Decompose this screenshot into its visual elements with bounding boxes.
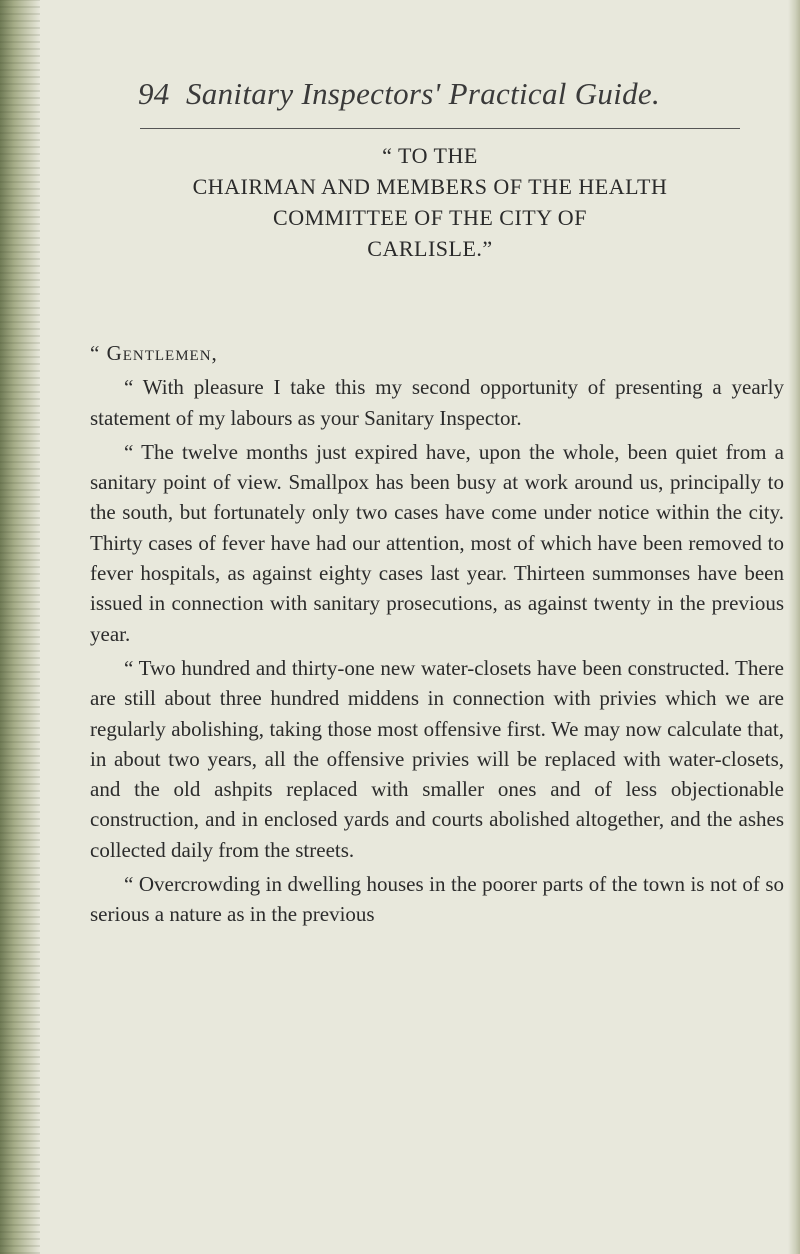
paragraph-4: “ Overcrowding in dwelling houses in the poorer parts of the town is not of so serious a nature as in the previous (90, 872, 784, 927)
letter-address (90, 140, 770, 264)
page-number: 94 (138, 76, 170, 111)
letter-body (90, 338, 784, 934)
book-spine-shadow (0, 0, 40, 1254)
book-page (40, 0, 788, 1254)
paragraph-3: “ Two hundred and thirty-one new water-closets have been constructed. There are still about three hundred middens in connection with privies which we are regularly abolishing, taking those most offensive first. We may now calculate that, in about two years, all the offensive privies will be replaced with water-closets, and the old ashpits replaced with smaller ones and of less objectionable construction, and in enclosed yards and courts abolished altogether, and the ashes collected daily from the streets. (90, 655, 784, 862)
address-line-3: COMMITTEE OF THE CITY OF (273, 205, 587, 230)
address-line-2: CHAIRMAN AND MEMBERS OF THE HEALTH (192, 174, 668, 199)
address-line-4: CARLISLE.” (367, 236, 493, 261)
paragraph-2: “ The twelve months just expired have, upon the whole, been quiet from a sanitary point of view. Smallpox has been busy at work around us, principally to the south, but fortunately only two cases have come under notice within the city. Thirty cases of fever have had our attention, most of which have been removed to fever hospitals, as against eighty cases last year. Thirteen summonses have been issued in connection with sanitary prosecutions, as against twenty in the previous year. (90, 439, 784, 646)
page-edge-shadow (788, 0, 800, 1254)
header-rule (140, 128, 740, 129)
salutation: “ Gentlemen, (90, 341, 218, 365)
address-line-1: “ TO THE (382, 143, 478, 168)
running-title: Sanitary Inspectors' Practical Guide. (186, 76, 661, 111)
running-head (138, 76, 718, 122)
paragraph-1: “ With pleasure I take this my second opportunity of presenting a yearly statement of my labours as your Sanitary Inspector. (90, 375, 784, 430)
